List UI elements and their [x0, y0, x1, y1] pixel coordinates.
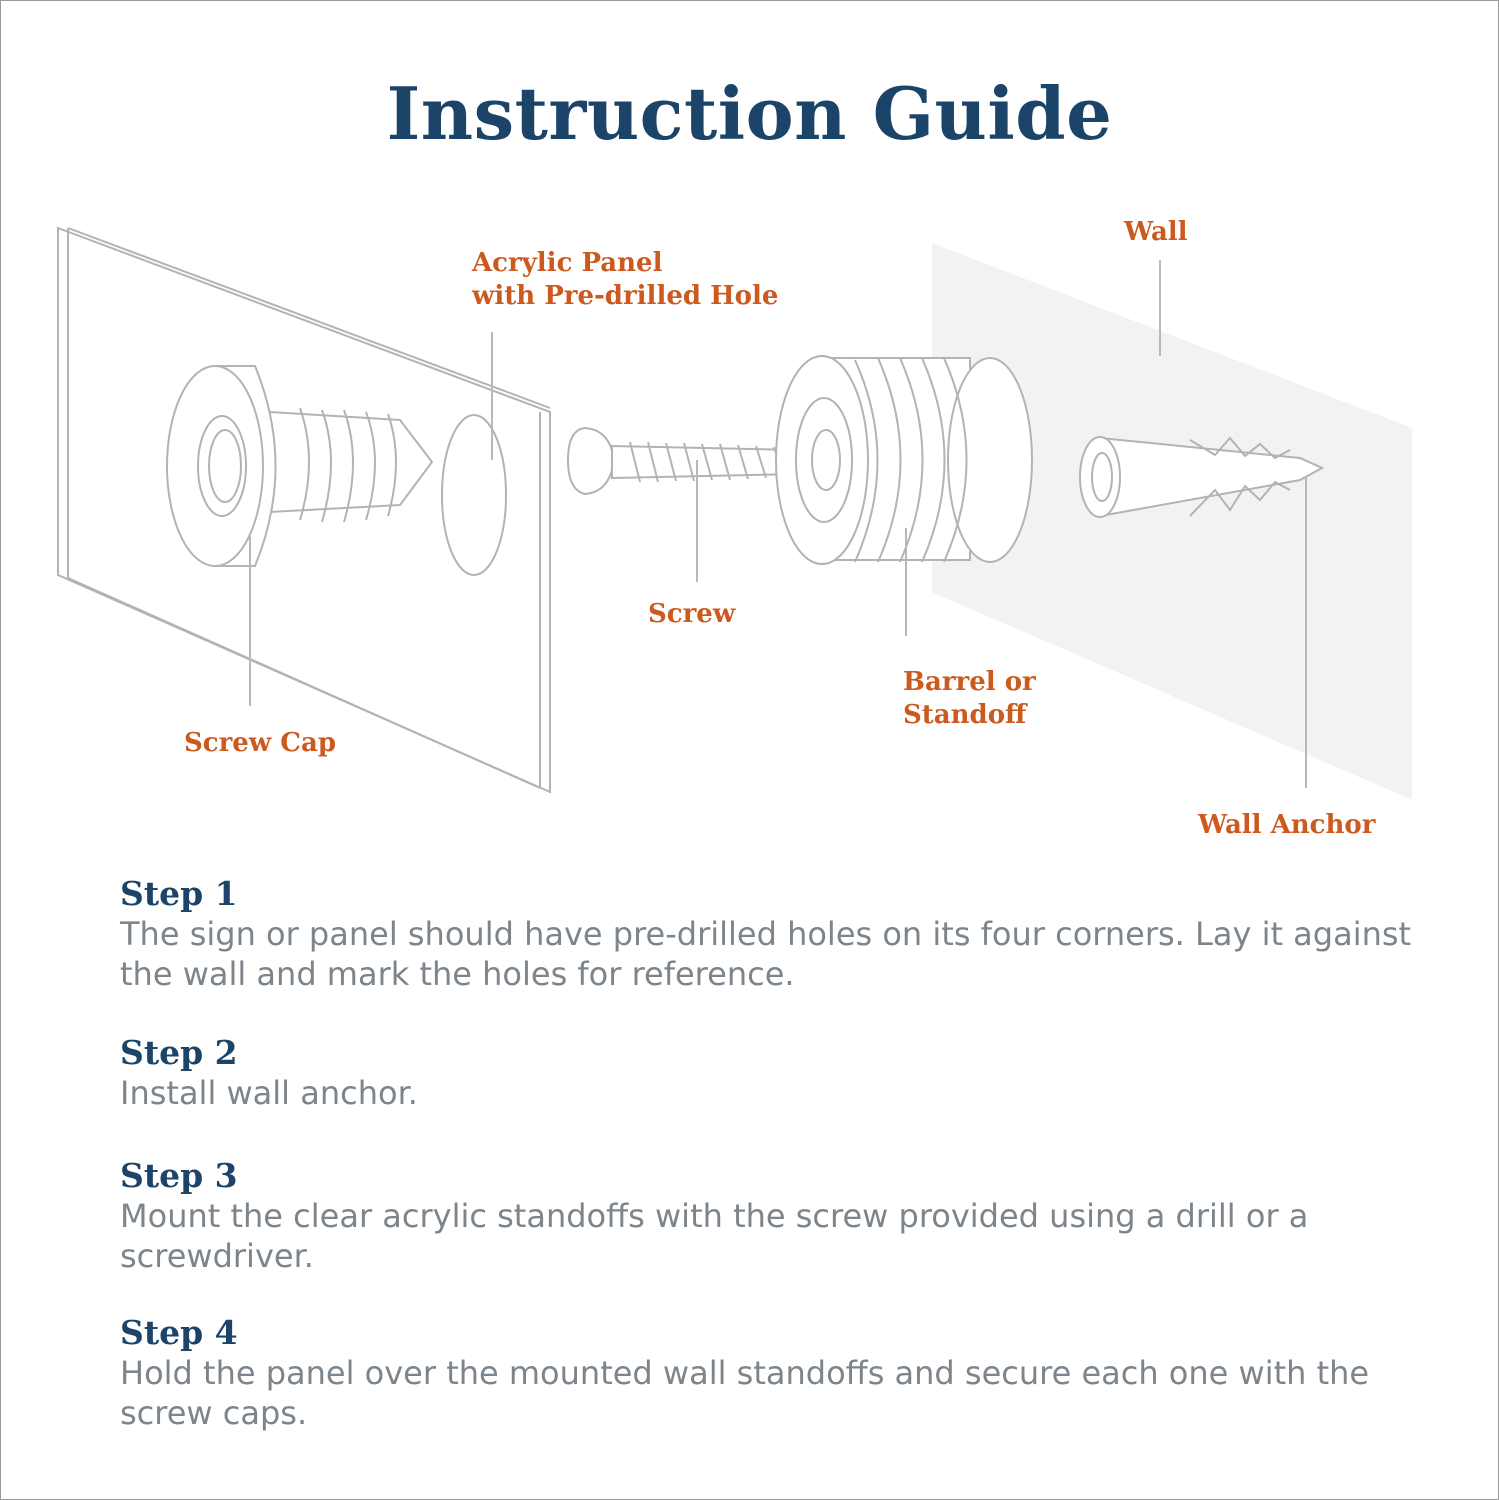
step-text: Install wall anchor. — [120, 1074, 418, 1112]
step-text: Mount the clear acrylic standoffs with the screw provided using a drill or a screwdriver. — [120, 1197, 1309, 1275]
barrel-standoff-illustration — [776, 356, 1032, 564]
step-heading: Step 1 — [120, 874, 238, 913]
label-wall-anchor: Wall Anchor — [1198, 810, 1376, 840]
label-wall: Wall — [1124, 217, 1188, 247]
step-2 — [120, 1033, 1460, 1113]
step-heading: Step 4 — [120, 1313, 238, 1352]
label-barrel-standoff: Barrel or Standoff — [903, 667, 1036, 730]
step-heading: Step 3 — [120, 1156, 238, 1195]
page-title: Instruction Guide — [386, 71, 1113, 156]
label-screw: Screw — [648, 599, 736, 629]
step-text: The sign or panel should have pre-drilled holes on its four corners. Lay it against the wall and mark the holes for reference. — [120, 915, 1412, 993]
step-1 — [120, 874, 1460, 994]
panel-hole-illustration — [442, 415, 506, 575]
step-heading: Step 2 — [120, 1033, 238, 1072]
label-screw-cap: Screw Cap — [184, 728, 337, 758]
label-acrylic-panel: Acrylic Panel with Pre-drilled Hole — [472, 248, 779, 311]
step-text: Hold the panel over the mounted wall standoffs and secure each one with the screw caps. — [120, 1354, 1370, 1432]
screw-cap-illustration — [167, 366, 432, 566]
step-4 — [120, 1313, 1460, 1433]
step-3 — [120, 1156, 1460, 1276]
